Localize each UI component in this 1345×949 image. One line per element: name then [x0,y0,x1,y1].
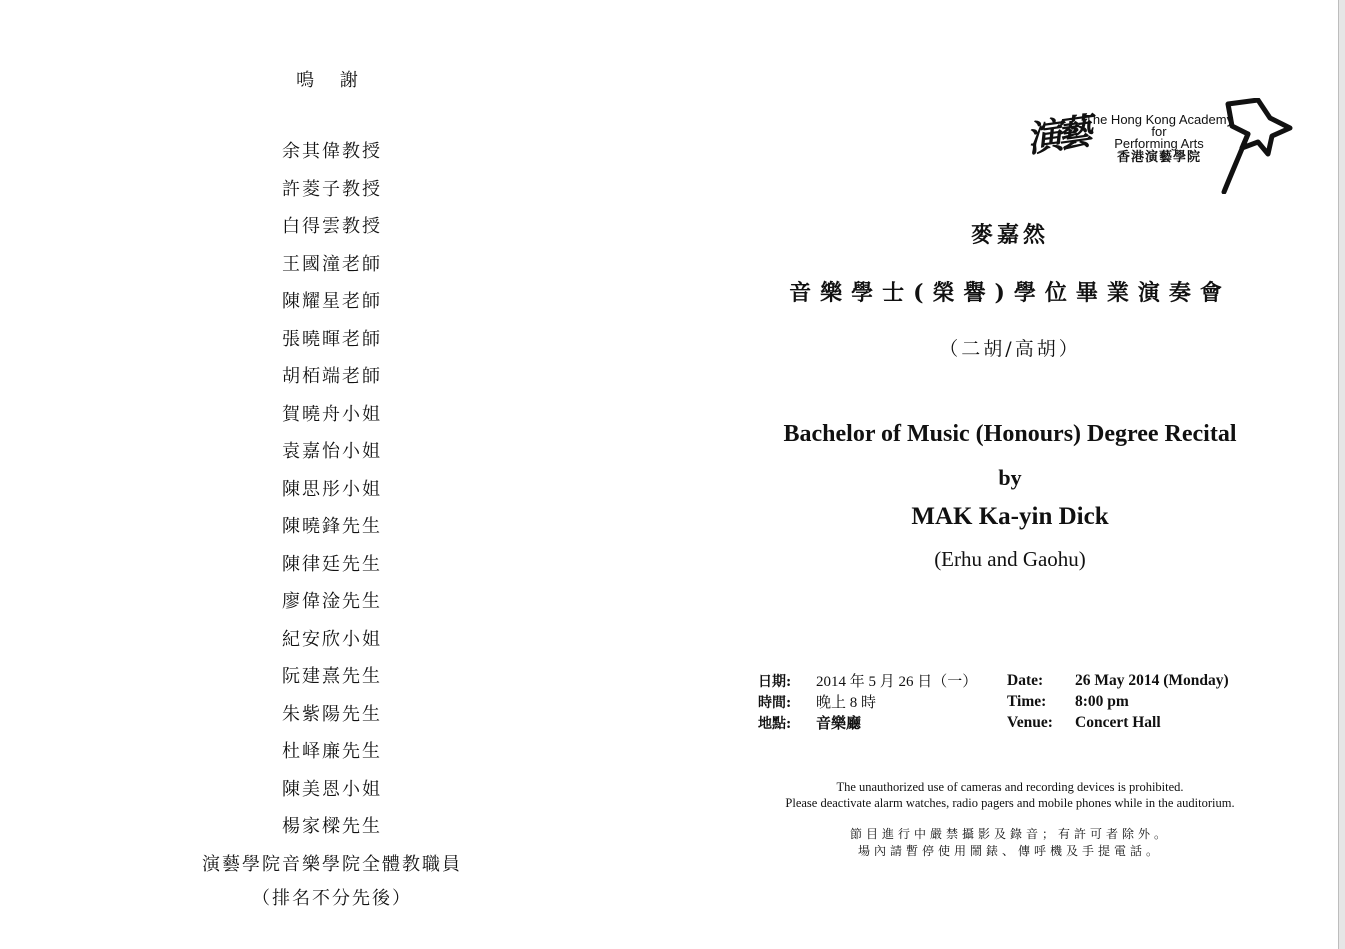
time-row-en [1007,691,1229,712]
date-row-cn [758,671,977,692]
list-item: 張曉暉老師 [282,328,382,350]
acknowledgements-list [182,138,482,881]
notice-english [676,779,1344,811]
time-label-cn: 時間: [758,695,792,711]
notice-cn-line-1: 節目進行中嚴禁攝影及錄音；有許可者除外。 [849,827,1170,841]
list-item: 許菱子教授 [282,178,382,200]
performer-english-name: MAK Ka-yin Dick [911,503,1109,530]
instrument-chinese: （二胡/高胡） [939,338,1081,360]
venue-label-en: Venue: [1007,714,1053,731]
list-item: 袁嘉怡小姐 [282,441,382,462]
date-row-en [1007,670,1229,691]
venue-label-cn: 地點: [758,716,792,732]
performer-chinese-name: 麥嘉然 [970,222,1049,248]
logo-line-2: for [1151,124,1167,139]
acknowledgements-title: 鳴 謝 [296,70,368,91]
venue-row-cn [758,713,977,734]
date-label-cn: 日期: [758,674,792,690]
list-item: 陳耀星老師 [282,291,382,312]
star-mark-icon [1218,98,1296,194]
list-item: 陳律廷先生 [282,553,382,575]
logo-line-3: Performing Arts [1114,136,1204,151]
list-item: 杜峄廉先生 [282,741,382,762]
time-label-en: Time: [1007,693,1047,710]
list-item: 陳曉鋒先生 [282,516,382,537]
recital-english-title: Bachelor of Music (Honours) Degree Recital [783,421,1237,447]
list-item: 演藝學院音樂學院全體教職員 [202,853,462,875]
list-item: 余其偉教授 [282,141,382,162]
list-item: 陳美恩小姐 [282,778,382,800]
recital-chinese-title: 音樂學士(榮譽)學位畢業演奏會 [789,280,1231,306]
list-item: 朱紫陽先生 [282,703,382,725]
notice-chinese [676,826,1344,860]
list-item: 阮建熹先生 [282,666,382,687]
venue-value-en: Concert Hall [1075,714,1161,731]
list-item: 紀安欣小姐 [282,628,382,650]
acknowledgements-note: （排名不分先後） [252,888,412,909]
list-item: 廖偉淦先生 [282,591,382,612]
time-row-cn [758,692,977,713]
date-label-en: Date: [1007,672,1044,689]
notice-en-line-1: The unauthorized use of cameras and recording devices is prohibited. [836,780,1184,794]
details-english [1007,670,1229,733]
list-item: 陳思彤小姐 [282,478,382,500]
logo-text [1084,114,1234,164]
list-item: 胡栢端老師 [282,366,382,387]
venue-row-en [1007,712,1229,733]
logo-line-1: The Hong Kong Academy [1084,112,1234,127]
list-item: 賀曉舟小姐 [282,403,382,425]
instrument-english: (Erhu and Gaohu) [934,547,1086,571]
date-value-en: 26 May 2014 (Monday) [1075,672,1229,689]
academy-logo [1023,98,1296,194]
venue-value-cn: 音樂廳 [816,716,862,732]
logo-calligraphy: 演藝 [1023,111,1089,161]
recital-by: by [998,465,1022,490]
list-item: 白得雲教授 [282,216,382,237]
notice-en-line-2: Please deactivate alarm watches, radio pagers and mobile phones while in the auditorium. [785,796,1235,810]
time-value-en: 8:00 pm [1075,693,1129,710]
time-value-cn: 晚上 8 時 [816,695,877,711]
notice-cn-line-2: 場內請暫停使用鬧錶、傳呼機及手提電話。 [857,844,1162,858]
list-item: 楊家樑先生 [282,816,382,837]
logo-chinese-name: 香港演藝學院 [1116,150,1201,165]
date-value-cn: 2014 年 5 月 26 日（一） [816,674,978,690]
list-item: 王國潼老師 [282,253,382,275]
details-chinese [758,671,977,734]
